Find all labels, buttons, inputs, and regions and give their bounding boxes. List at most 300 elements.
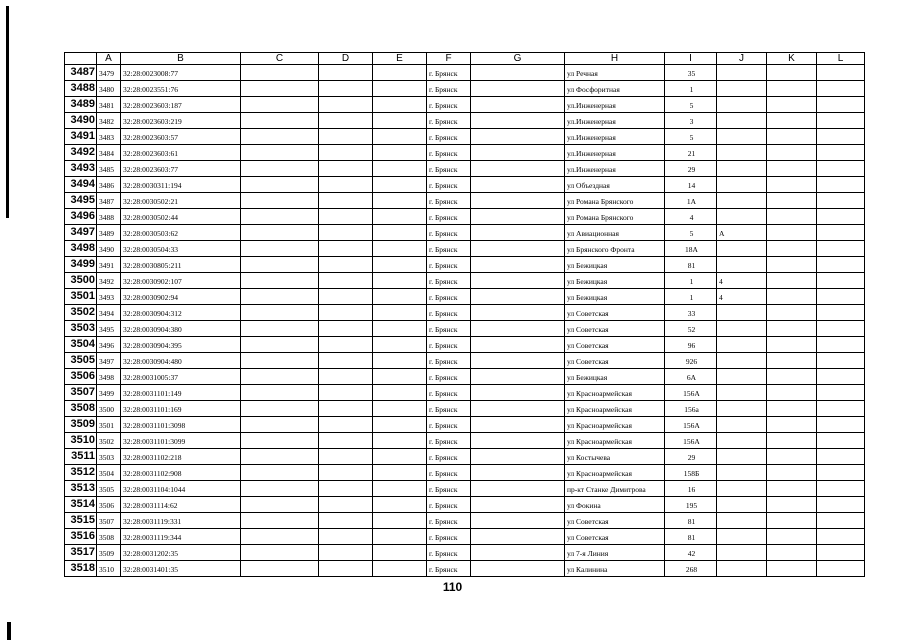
cell-b[interactable]: 32:28:0031401:35: [121, 561, 241, 577]
cell-g[interactable]: [471, 449, 565, 465]
cell-g[interactable]: [471, 481, 565, 497]
cell-h[interactable]: ул Авиационная: [565, 225, 665, 241]
cell-g[interactable]: [471, 305, 565, 321]
cell-k[interactable]: [767, 529, 817, 545]
cell-c[interactable]: [241, 385, 319, 401]
cell-d[interactable]: [319, 321, 373, 337]
cell-k[interactable]: [767, 385, 817, 401]
cell-f[interactable]: г. Брянск: [427, 81, 471, 97]
cell-f[interactable]: г. Брянск: [427, 305, 471, 321]
cell-g[interactable]: [471, 465, 565, 481]
row-header[interactable]: 3499: [65, 257, 97, 273]
cell-d[interactable]: [319, 97, 373, 113]
cell-g[interactable]: [471, 161, 565, 177]
cell-a[interactable]: 3504: [97, 465, 121, 481]
cell-e[interactable]: [373, 561, 427, 577]
cell-j[interactable]: [717, 193, 767, 209]
cell-e[interactable]: [373, 113, 427, 129]
cell-g[interactable]: [471, 113, 565, 129]
cell-d[interactable]: [319, 401, 373, 417]
cell-l[interactable]: [817, 129, 865, 145]
cell-c[interactable]: [241, 433, 319, 449]
cell-f[interactable]: г. Брянск: [427, 65, 471, 81]
cell-l[interactable]: [817, 529, 865, 545]
cell-g[interactable]: [471, 353, 565, 369]
column-header-a[interactable]: A: [97, 53, 121, 65]
cell-f[interactable]: г. Брянск: [427, 353, 471, 369]
cell-k[interactable]: [767, 241, 817, 257]
cell-f[interactable]: г. Брянск: [427, 417, 471, 433]
cell-j[interactable]: [717, 177, 767, 193]
cell-e[interactable]: [373, 65, 427, 81]
cell-a[interactable]: 3492: [97, 273, 121, 289]
cell-b[interactable]: 32:28:0031102:908: [121, 465, 241, 481]
cell-d[interactable]: [319, 65, 373, 81]
row-header[interactable]: 3518: [65, 561, 97, 577]
cell-l[interactable]: [817, 225, 865, 241]
cell-f[interactable]: г. Брянск: [427, 529, 471, 545]
cell-a[interactable]: 3508: [97, 529, 121, 545]
cell-k[interactable]: [767, 177, 817, 193]
cell-b[interactable]: 32:28:0023603:187: [121, 97, 241, 113]
cell-c[interactable]: [241, 321, 319, 337]
cell-j[interactable]: [717, 97, 767, 113]
cell-g[interactable]: [471, 129, 565, 145]
cell-k[interactable]: [767, 321, 817, 337]
cell-c[interactable]: [241, 97, 319, 113]
cell-a[interactable]: 3483: [97, 129, 121, 145]
cell-c[interactable]: [241, 545, 319, 561]
cell-k[interactable]: [767, 257, 817, 273]
cell-g[interactable]: [471, 337, 565, 353]
cell-e[interactable]: [373, 225, 427, 241]
cell-b[interactable]: 32:28:0031102:218: [121, 449, 241, 465]
cell-k[interactable]: [767, 481, 817, 497]
cell-g[interactable]: [471, 65, 565, 81]
cell-d[interactable]: [319, 241, 373, 257]
cell-c[interactable]: [241, 129, 319, 145]
cell-h[interactable]: ул Советская: [565, 353, 665, 369]
cell-l[interactable]: [817, 449, 865, 465]
cell-h[interactable]: ул Романа Брянского: [565, 209, 665, 225]
cell-e[interactable]: [373, 449, 427, 465]
cell-d[interactable]: [319, 369, 373, 385]
row-header[interactable]: 3494: [65, 177, 97, 193]
cell-c[interactable]: [241, 529, 319, 545]
row-header[interactable]: 3489: [65, 97, 97, 113]
cell-f[interactable]: г. Брянск: [427, 145, 471, 161]
cell-f[interactable]: г. Брянск: [427, 193, 471, 209]
cell-c[interactable]: [241, 161, 319, 177]
cell-e[interactable]: [373, 545, 427, 561]
cell-f[interactable]: г. Брянск: [427, 513, 471, 529]
cell-c[interactable]: [241, 273, 319, 289]
cell-i[interactable]: 14: [665, 177, 717, 193]
cell-d[interactable]: [319, 385, 373, 401]
cell-f[interactable]: г. Брянск: [427, 561, 471, 577]
cell-d[interactable]: [319, 561, 373, 577]
cell-k[interactable]: [767, 449, 817, 465]
row-header[interactable]: 3512: [65, 465, 97, 481]
cell-c[interactable]: [241, 225, 319, 241]
cell-c[interactable]: [241, 241, 319, 257]
column-header-h[interactable]: H: [565, 53, 665, 65]
cell-f[interactable]: г. Брянск: [427, 449, 471, 465]
cell-j[interactable]: [717, 209, 767, 225]
cell-e[interactable]: [373, 161, 427, 177]
cell-k[interactable]: [767, 561, 817, 577]
cell-l[interactable]: [817, 161, 865, 177]
cell-l[interactable]: [817, 145, 865, 161]
cell-b[interactable]: 32:28:0031114:62: [121, 497, 241, 513]
cell-f[interactable]: г. Брянск: [427, 465, 471, 481]
cell-i[interactable]: 156А: [665, 433, 717, 449]
cell-e[interactable]: [373, 465, 427, 481]
cell-f[interactable]: г. Брянск: [427, 337, 471, 353]
cell-i[interactable]: 156А: [665, 417, 717, 433]
cell-l[interactable]: [817, 417, 865, 433]
cell-b[interactable]: 32:28:0030502:21: [121, 193, 241, 209]
cell-j[interactable]: [717, 465, 767, 481]
cell-a[interactable]: 3507: [97, 513, 121, 529]
cell-j[interactable]: [717, 321, 767, 337]
cell-l[interactable]: [817, 561, 865, 577]
cell-l[interactable]: [817, 337, 865, 353]
cell-i[interactable]: 16: [665, 481, 717, 497]
cell-d[interactable]: [319, 433, 373, 449]
cell-h[interactable]: ул Советская: [565, 513, 665, 529]
cell-b[interactable]: 32:28:0023008:77: [121, 65, 241, 81]
cell-i[interactable]: 3: [665, 113, 717, 129]
column-header-d[interactable]: D: [319, 53, 373, 65]
cell-g[interactable]: [471, 257, 565, 273]
cell-j[interactable]: [717, 545, 767, 561]
cell-a[interactable]: 3485: [97, 161, 121, 177]
cell-k[interactable]: [767, 81, 817, 97]
cell-f[interactable]: г. Брянск: [427, 481, 471, 497]
cell-l[interactable]: [817, 289, 865, 305]
cell-e[interactable]: [373, 193, 427, 209]
cell-c[interactable]: [241, 513, 319, 529]
cell-i[interactable]: 156А: [665, 385, 717, 401]
cell-h[interactable]: ул Романа Брянского: [565, 193, 665, 209]
cell-h[interactable]: ул Красноармейская: [565, 385, 665, 401]
cell-k[interactable]: [767, 225, 817, 241]
cell-i[interactable]: 5: [665, 129, 717, 145]
cell-j[interactable]: 4: [717, 273, 767, 289]
cell-l[interactable]: [817, 81, 865, 97]
cell-k[interactable]: [767, 65, 817, 81]
cell-h[interactable]: ул Красноармейская: [565, 417, 665, 433]
cell-d[interactable]: [319, 289, 373, 305]
cell-d[interactable]: [319, 113, 373, 129]
cell-a[interactable]: 3484: [97, 145, 121, 161]
cell-b[interactable]: 32:28:0031202:35: [121, 545, 241, 561]
cell-g[interactable]: [471, 273, 565, 289]
corner-header[interactable]: [65, 53, 97, 65]
cell-c[interactable]: [241, 497, 319, 513]
cell-l[interactable]: [817, 65, 865, 81]
row-header[interactable]: 3502: [65, 305, 97, 321]
cell-j[interactable]: [717, 449, 767, 465]
cell-j[interactable]: А: [717, 225, 767, 241]
cell-l[interactable]: [817, 209, 865, 225]
cell-k[interactable]: [767, 545, 817, 561]
cell-i[interactable]: 96: [665, 337, 717, 353]
cell-a[interactable]: 3503: [97, 449, 121, 465]
cell-g[interactable]: [471, 529, 565, 545]
cell-k[interactable]: [767, 433, 817, 449]
row-header[interactable]: 3508: [65, 401, 97, 417]
cell-i[interactable]: 1: [665, 273, 717, 289]
cell-l[interactable]: [817, 481, 865, 497]
cell-l[interactable]: [817, 97, 865, 113]
row-header[interactable]: 3500: [65, 273, 97, 289]
cell-a[interactable]: 3502: [97, 433, 121, 449]
cell-h[interactable]: пр-кт Станке Димитрова: [565, 481, 665, 497]
cell-l[interactable]: [817, 113, 865, 129]
row-header[interactable]: 3507: [65, 385, 97, 401]
cell-f[interactable]: г. Брянск: [427, 401, 471, 417]
cell-b[interactable]: 32:28:0023603:77: [121, 161, 241, 177]
cell-e[interactable]: [373, 321, 427, 337]
cell-c[interactable]: [241, 353, 319, 369]
cell-a[interactable]: 3497: [97, 353, 121, 369]
cell-e[interactable]: [373, 241, 427, 257]
cell-c[interactable]: [241, 257, 319, 273]
cell-h[interactable]: ул Красноармейская: [565, 465, 665, 481]
cell-j[interactable]: [717, 113, 767, 129]
cell-a[interactable]: 3500: [97, 401, 121, 417]
cell-i[interactable]: 18А: [665, 241, 717, 257]
cell-h[interactable]: ул Брянского Фронта: [565, 241, 665, 257]
row-header[interactable]: 3487: [65, 65, 97, 81]
cell-i[interactable]: 158Б: [665, 465, 717, 481]
cell-g[interactable]: [471, 401, 565, 417]
cell-d[interactable]: [319, 481, 373, 497]
cell-c[interactable]: [241, 193, 319, 209]
cell-d[interactable]: [319, 529, 373, 545]
cell-g[interactable]: [471, 513, 565, 529]
cell-b[interactable]: 32:28:0023551:76: [121, 81, 241, 97]
cell-e[interactable]: [373, 401, 427, 417]
cell-g[interactable]: [471, 209, 565, 225]
cell-a[interactable]: 3486: [97, 177, 121, 193]
column-header-i[interactable]: I: [665, 53, 717, 65]
cell-b[interactable]: 32:28:0031104:1044: [121, 481, 241, 497]
cell-d[interactable]: [319, 145, 373, 161]
cell-a[interactable]: 3479: [97, 65, 121, 81]
cell-c[interactable]: [241, 561, 319, 577]
cell-e[interactable]: [373, 529, 427, 545]
cell-a[interactable]: 3499: [97, 385, 121, 401]
cell-b[interactable]: 32:28:0030904:480: [121, 353, 241, 369]
cell-h[interactable]: ул Костычева: [565, 449, 665, 465]
cell-e[interactable]: [373, 177, 427, 193]
cell-j[interactable]: [717, 161, 767, 177]
cell-g[interactable]: [471, 417, 565, 433]
cell-c[interactable]: [241, 209, 319, 225]
cell-h[interactable]: ул Красноармейская: [565, 433, 665, 449]
cell-b[interactable]: 32:28:0030904:380: [121, 321, 241, 337]
cell-c[interactable]: [241, 65, 319, 81]
cell-c[interactable]: [241, 145, 319, 161]
cell-a[interactable]: 3487: [97, 193, 121, 209]
cell-f[interactable]: г. Брянск: [427, 545, 471, 561]
cell-h[interactable]: ул.Инженерная: [565, 161, 665, 177]
cell-e[interactable]: [373, 433, 427, 449]
cell-c[interactable]: [241, 417, 319, 433]
cell-e[interactable]: [373, 481, 427, 497]
cell-e[interactable]: [373, 273, 427, 289]
column-header-f[interactable]: F: [427, 53, 471, 65]
cell-a[interactable]: 3488: [97, 209, 121, 225]
cell-b[interactable]: 32:28:0031101:3099: [121, 433, 241, 449]
cell-c[interactable]: [241, 465, 319, 481]
cell-i[interactable]: 926: [665, 353, 717, 369]
cell-b[interactable]: 32:28:0031119:331: [121, 513, 241, 529]
cell-b[interactable]: 32:28:0031101:3098: [121, 417, 241, 433]
cell-a[interactable]: 3509: [97, 545, 121, 561]
cell-l[interactable]: [817, 241, 865, 257]
cell-l[interactable]: [817, 369, 865, 385]
row-header[interactable]: 3498: [65, 241, 97, 257]
cell-e[interactable]: [373, 81, 427, 97]
cell-i[interactable]: 81: [665, 513, 717, 529]
cell-e[interactable]: [373, 337, 427, 353]
cell-b[interactable]: 32:28:0023603:61: [121, 145, 241, 161]
cell-l[interactable]: [817, 273, 865, 289]
cell-a[interactable]: 3493: [97, 289, 121, 305]
cell-i[interactable]: 195: [665, 497, 717, 513]
cell-b[interactable]: 32:28:0023603:219: [121, 113, 241, 129]
cell-k[interactable]: [767, 401, 817, 417]
cell-f[interactable]: г. Брянск: [427, 257, 471, 273]
row-header[interactable]: 3509: [65, 417, 97, 433]
cell-a[interactable]: 3498: [97, 369, 121, 385]
cell-a[interactable]: 3490: [97, 241, 121, 257]
row-header[interactable]: 3492: [65, 145, 97, 161]
cell-k[interactable]: [767, 337, 817, 353]
row-header[interactable]: 3513: [65, 481, 97, 497]
row-header[interactable]: 3504: [65, 337, 97, 353]
cell-j[interactable]: [717, 385, 767, 401]
cell-b[interactable]: 32:28:0023603:57: [121, 129, 241, 145]
cell-j[interactable]: [717, 337, 767, 353]
cell-a[interactable]: 3491: [97, 257, 121, 273]
cell-a[interactable]: 3496: [97, 337, 121, 353]
cell-j[interactable]: [717, 433, 767, 449]
cell-j[interactable]: [717, 353, 767, 369]
cell-b[interactable]: 32:28:0031101:169: [121, 401, 241, 417]
cell-l[interactable]: [817, 465, 865, 481]
cell-b[interactable]: 32:28:0030902:107: [121, 273, 241, 289]
cell-i[interactable]: 4: [665, 209, 717, 225]
cell-j[interactable]: [717, 529, 767, 545]
cell-a[interactable]: 3501: [97, 417, 121, 433]
row-header[interactable]: 3491: [65, 129, 97, 145]
cell-c[interactable]: [241, 177, 319, 193]
cell-b[interactable]: 32:28:0030805:211: [121, 257, 241, 273]
cell-l[interactable]: [817, 321, 865, 337]
cell-e[interactable]: [373, 513, 427, 529]
cell-k[interactable]: [767, 97, 817, 113]
cell-b[interactable]: 32:28:0031119:344: [121, 529, 241, 545]
cell-a[interactable]: 3481: [97, 97, 121, 113]
cell-g[interactable]: [471, 193, 565, 209]
cell-f[interactable]: г. Брянск: [427, 113, 471, 129]
cell-j[interactable]: [717, 513, 767, 529]
cell-g[interactable]: [471, 289, 565, 305]
cell-d[interactable]: [319, 513, 373, 529]
cell-d[interactable]: [319, 305, 373, 321]
cell-b[interactable]: 32:28:0031005:37: [121, 369, 241, 385]
cell-e[interactable]: [373, 497, 427, 513]
cell-b[interactable]: 32:28:0030311:194: [121, 177, 241, 193]
cell-h[interactable]: ул Фосфоритная: [565, 81, 665, 97]
cell-f[interactable]: г. Брянск: [427, 321, 471, 337]
cell-e[interactable]: [373, 289, 427, 305]
cell-b[interactable]: 32:28:0030502:44: [121, 209, 241, 225]
column-header-e[interactable]: E: [373, 53, 427, 65]
cell-f[interactable]: г. Брянск: [427, 209, 471, 225]
cell-b[interactable]: 32:28:0030503:62: [121, 225, 241, 241]
row-header[interactable]: 3503: [65, 321, 97, 337]
cell-l[interactable]: [817, 193, 865, 209]
cell-d[interactable]: [319, 161, 373, 177]
cell-f[interactable]: г. Брянск: [427, 433, 471, 449]
cell-k[interactable]: [767, 273, 817, 289]
cell-f[interactable]: г. Брянск: [427, 177, 471, 193]
cell-h[interactable]: ул Объездная: [565, 177, 665, 193]
cell-i[interactable]: 6А: [665, 369, 717, 385]
cell-g[interactable]: [471, 497, 565, 513]
cell-b[interactable]: 32:28:0031101:149: [121, 385, 241, 401]
cell-j[interactable]: [717, 257, 767, 273]
cell-h[interactable]: ул 7-я Линия: [565, 545, 665, 561]
cell-d[interactable]: [319, 177, 373, 193]
cell-l[interactable]: [817, 177, 865, 193]
cell-j[interactable]: [717, 81, 767, 97]
cell-h[interactable]: ул Советская: [565, 529, 665, 545]
cell-i[interactable]: 1: [665, 289, 717, 305]
cell-g[interactable]: [471, 369, 565, 385]
cell-k[interactable]: [767, 129, 817, 145]
cell-g[interactable]: [471, 561, 565, 577]
cell-c[interactable]: [241, 481, 319, 497]
cell-d[interactable]: [319, 225, 373, 241]
column-header-g[interactable]: G: [471, 53, 565, 65]
cell-f[interactable]: г. Брянск: [427, 369, 471, 385]
cell-g[interactable]: [471, 177, 565, 193]
cell-d[interactable]: [319, 449, 373, 465]
cell-f[interactable]: г. Брянск: [427, 273, 471, 289]
cell-k[interactable]: [767, 369, 817, 385]
cell-l[interactable]: [817, 257, 865, 273]
cell-k[interactable]: [767, 289, 817, 305]
cell-j[interactable]: [717, 241, 767, 257]
cell-d[interactable]: [319, 337, 373, 353]
row-header[interactable]: 3514: [65, 497, 97, 513]
cell-i[interactable]: 268: [665, 561, 717, 577]
cell-g[interactable]: [471, 385, 565, 401]
cell-l[interactable]: [817, 513, 865, 529]
cell-j[interactable]: [717, 305, 767, 321]
cell-k[interactable]: [767, 209, 817, 225]
cell-a[interactable]: 3506: [97, 497, 121, 513]
cell-f[interactable]: г. Брянск: [427, 129, 471, 145]
cell-h[interactable]: ул Бежицкая: [565, 273, 665, 289]
